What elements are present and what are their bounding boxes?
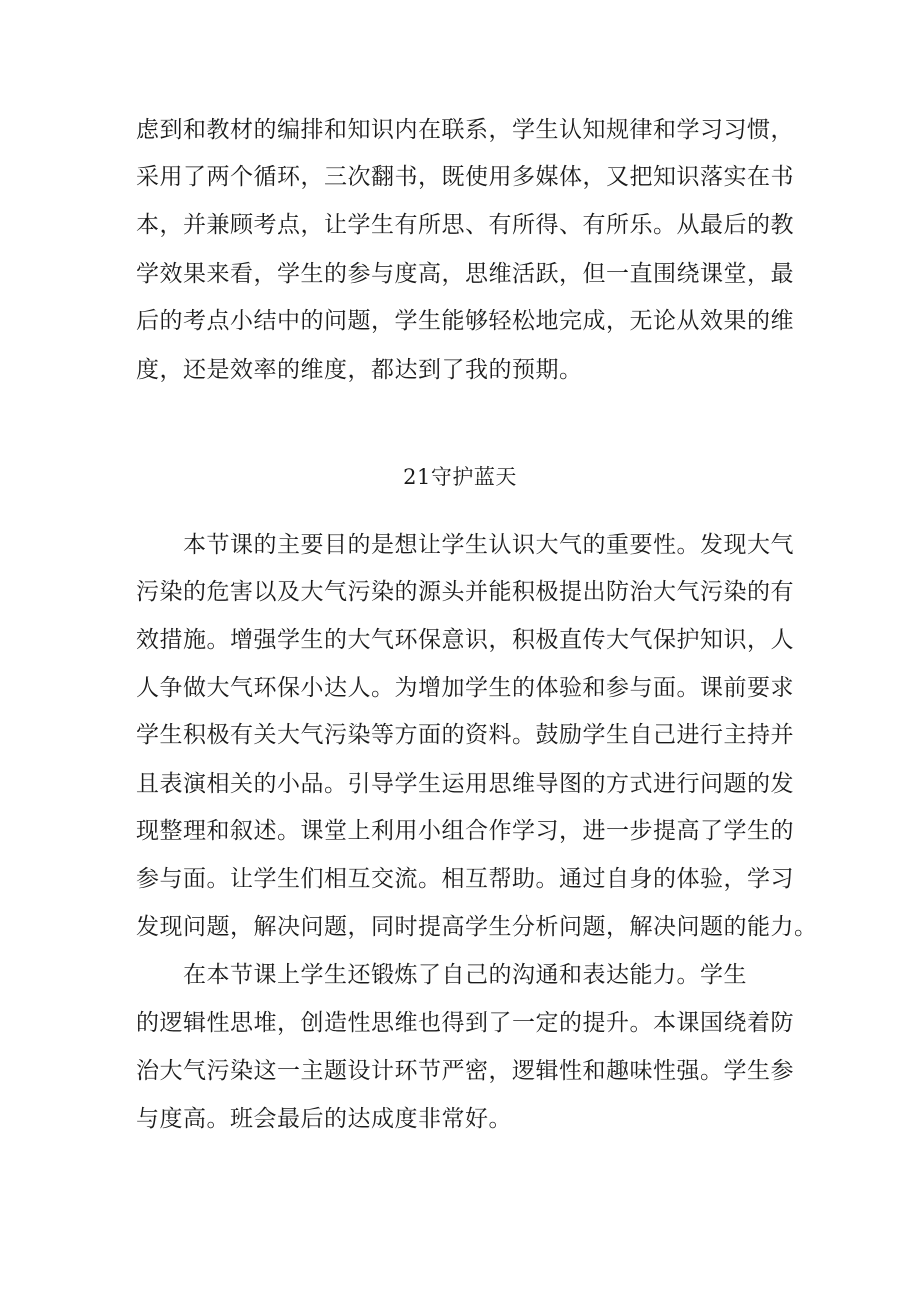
- paragraph-line: 治大气污染这一主题设计环节严密，逻辑性和趣味性强。学生参: [136, 1058, 794, 1084]
- paragraph-line: 本节课的主要目的是想让学生认识大气的重要性。发现大气: [183, 532, 794, 558]
- section-title: 21守护蓝天: [403, 465, 517, 489]
- paragraph-line: 度，还是效率的维度，都达到了我的预期。: [136, 357, 583, 383]
- paragraph-line: 虑到和教材的编排和知识内在联系，学生认知规律和学习习惯，: [136, 117, 794, 143]
- paragraph-line: 人争做大气环保小达人。为增加学生的体验和参与面。课前要求: [136, 675, 794, 701]
- paragraph-line: 参与面。让学生们相互交流。相互帮助。通过自身的体验，学习: [136, 866, 794, 892]
- paragraph-line: 在本节课上学生还锻炼了自己的沟通和表达能力。学生: [183, 962, 747, 988]
- paragraph-line: 后的考点小结中的问题，学生能够轻松地完成，无论从效果的维: [136, 308, 794, 334]
- paragraph-line: 本，并兼顾考点，让学生有所思、有所得、有所乐。从最后的教: [136, 212, 794, 238]
- paragraph-line: 污染的危害以及大气污染的源头并能积极提出防治大气污染的有: [136, 579, 794, 605]
- paragraph-line: 效措施。增强学生的大气环保意识，积极直传大气保护知识，人: [136, 627, 794, 653]
- paragraph-line: 与度高。班会最后的达成度非常好。: [136, 1106, 512, 1132]
- paragraph-line: 学效果来看，学生的参与度高，思维活跃，但一直围绕课堂，最: [136, 261, 794, 287]
- paragraph-line: 发现问题，解决问题，同时提高学生分析问题，解决问题的能力。: [136, 914, 818, 940]
- paragraph-line: 的逻辑性思堆，创造性思维也得到了一定的提升。本课国绕着防: [136, 1010, 794, 1036]
- paragraph-line: 现整理和叙述。课堂上利用小组合作学习，进一步提高了学生的: [136, 818, 794, 844]
- paragraph-line: 学生积极有关大气污染等方面的资料。鼓励学生自己进行主持并: [136, 722, 794, 748]
- paragraph-line: 采用了两个循环，三次翻书，既使用多媒体，又把知识落实在书: [136, 164, 794, 190]
- paragraph-line: 且表演相关的小品。引导学生运用思维导图的方式进行问题的发: [136, 771, 794, 797]
